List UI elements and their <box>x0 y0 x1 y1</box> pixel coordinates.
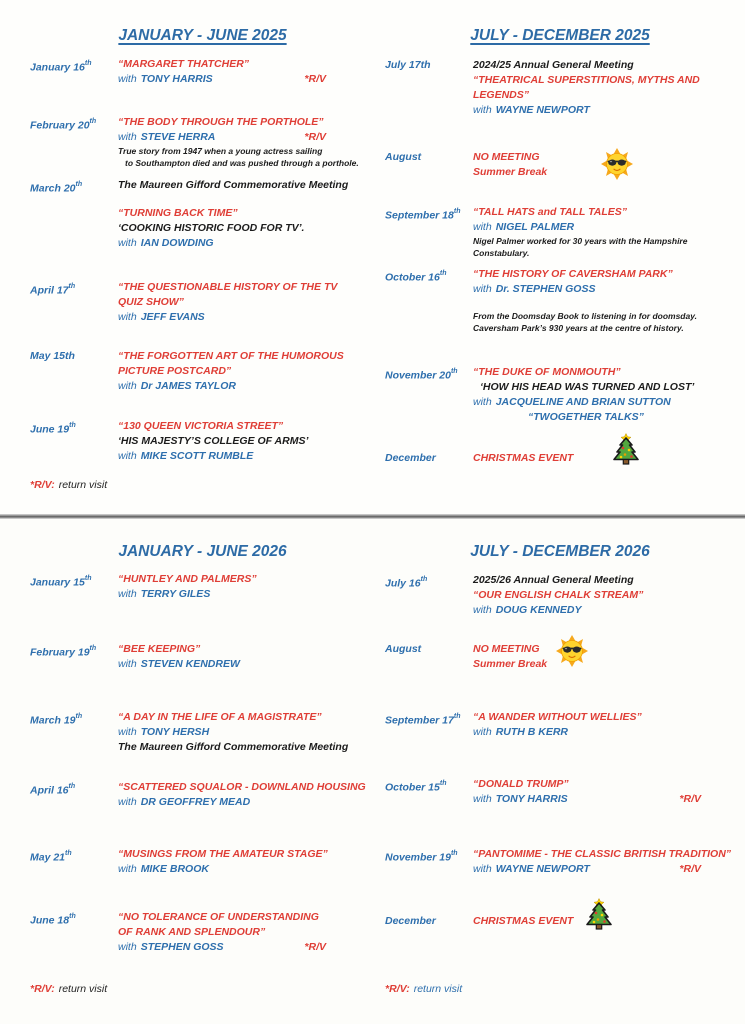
event-line <box>473 573 701 588</box>
event-line <box>473 165 701 180</box>
date-ordinal-suffix: th <box>65 850 72 857</box>
event-row <box>385 365 735 425</box>
with-label: with <box>118 941 137 953</box>
event-row <box>30 780 375 810</box>
event-details <box>118 419 326 464</box>
event-details <box>118 572 326 602</box>
event-date <box>385 642 473 672</box>
event-row <box>385 777 735 807</box>
event-details <box>473 205 701 259</box>
line-text: The Maureen Gifford Commemorative Meeting <box>118 741 349 753</box>
line-text: “THE FORGOTTEN ART OF THE HUMOROUS <box>118 350 344 362</box>
line-text: “A DAY IN THE LIFE OF A MAGISTRATE” <box>118 711 322 723</box>
event-row <box>385 914 735 929</box>
date-ordinal-suffix: th <box>75 713 83 720</box>
with-label: with <box>473 396 492 408</box>
event-details <box>118 280 338 325</box>
event-date <box>385 58 473 118</box>
with-label: with <box>473 604 492 616</box>
line-text: “THE DUKE OF MONMOUTH” <box>473 366 621 378</box>
event-line <box>118 940 326 955</box>
line-text: LEGENDS” <box>473 89 530 101</box>
event-line <box>118 145 326 157</box>
date-ordinal-suffix: th <box>68 783 76 790</box>
line-text: “THE QUESTIONABLE HISTORY OF THE TV <box>118 281 338 293</box>
event-details <box>118 710 349 755</box>
event-line <box>118 925 326 940</box>
column-header: JULY - DECEMBER 2026 <box>470 543 650 560</box>
line-text: From the Doomsday Book to listening in for doomsday. <box>473 311 698 321</box>
line-text: “THE HISTORY OF CAVERSHAM PARK” <box>473 268 673 280</box>
event-date <box>385 914 473 929</box>
event-date-text: September 17 <box>385 714 454 727</box>
line-text: The Maureen Gifford Commemorative Meeting <box>118 179 349 191</box>
line-text: NO MEETING <box>473 643 540 655</box>
line-text: ‘HIS MAJESTY’S COLLEGE OF ARMS’ <box>118 435 309 447</box>
speaker-name: MIKE SCOTT RUMBLE <box>140 450 254 462</box>
with-label: with <box>473 793 492 805</box>
speaker-name: WAYNE NEWPORT <box>495 104 590 116</box>
rv-footnote-label: *R/V: <box>30 983 55 995</box>
event-date <box>385 847 473 877</box>
event-line <box>473 103 701 118</box>
speaker-name: TONY HARRIS <box>140 73 213 85</box>
line-text: ‘HOW HIS HEAD WAS TURNED AND LOST’ <box>480 381 695 393</box>
speaker-name: DR GEOFFREY MEAD <box>140 796 251 808</box>
rv-footnote-text: return visit <box>58 983 108 995</box>
rv-footnote-label: *R/V: <box>385 983 410 995</box>
event-line <box>473 205 701 220</box>
line-text: 2025/26 Annual General Meeting <box>473 574 634 586</box>
event-row <box>385 205 735 259</box>
line-text: “THEATRICAL SUPERSTITIONS, MYTHS AND <box>473 74 700 86</box>
date-ordinal-suffix: th <box>68 283 76 290</box>
event-line <box>473 58 701 73</box>
column-jan-jun-2025 <box>30 0 375 493</box>
line-text: Nigel Palmer worked for 30 years with the Hampshire <box>473 236 688 246</box>
event-date <box>30 280 118 325</box>
event-line <box>473 862 701 877</box>
rv-footnote <box>385 982 735 997</box>
column-header: JANUARY - JUNE 2025 <box>118 27 287 44</box>
line-text: True story from 1947 when a young actress sailing <box>118 146 323 156</box>
line-text: “MARGARET THATCHER” <box>118 58 250 70</box>
schedule-card-2026 <box>0 519 745 1024</box>
speaker-name: MIKE BROOK <box>140 863 209 875</box>
event-date-text: January 16 <box>30 61 85 74</box>
line-text: “A WANDER WITHOUT WELLIES” <box>473 711 642 723</box>
with-label: with <box>473 221 492 233</box>
line-text: Summer Break <box>473 658 548 670</box>
event-line <box>473 792 701 807</box>
date-ordinal-suffix: th <box>439 270 447 277</box>
speaker-name: STEPHEN GOSS <box>140 941 224 953</box>
event-row <box>30 115 375 169</box>
event-row <box>30 178 375 251</box>
with-label: with <box>118 237 137 249</box>
date-ordinal-suffix: th <box>89 118 97 125</box>
event-date <box>30 780 118 810</box>
speaker-name: IAN DOWDING <box>140 237 214 249</box>
event-date-text: July 16 <box>385 577 421 590</box>
event-line <box>473 310 701 322</box>
with-label: with <box>118 380 137 392</box>
event-line <box>473 267 701 282</box>
event-date-text: December <box>385 452 436 464</box>
with-label: with <box>118 588 137 600</box>
line-text: “HUNTLEY AND PALMERS” <box>118 573 257 585</box>
line-text: “130 QUEEN VICTORIA STREET” <box>118 420 284 432</box>
event-line <box>118 910 326 925</box>
line-text: NO MEETING <box>473 151 540 163</box>
event-line <box>473 88 701 103</box>
return-visit-marker: *R/V <box>304 941 326 953</box>
column-jul-dec-2026 <box>385 519 735 997</box>
speaker-name: DOUG KENNEDY <box>495 604 582 616</box>
event-date-text: March 19 <box>30 714 76 727</box>
event-details <box>473 451 701 466</box>
with-label: with <box>118 450 137 462</box>
event-details <box>473 150 701 180</box>
date-ordinal-suffix: th <box>84 60 92 67</box>
line-text: OF RANK AND SPLENDOUR” <box>118 926 266 938</box>
event-date <box>30 710 118 755</box>
event-line <box>473 150 701 165</box>
event-details <box>473 573 701 618</box>
date-ordinal-suffix: th <box>69 913 76 920</box>
date-ordinal-suffix: th <box>439 780 447 787</box>
event-date-text: June 19 <box>30 423 70 436</box>
return-visit-marker: *R/V <box>679 793 701 805</box>
christmas-tree-icon <box>612 433 640 470</box>
event-line <box>473 235 701 247</box>
event-line <box>118 740 349 755</box>
event-line <box>118 280 338 295</box>
speaker-name: WAYNE NEWPORT <box>495 863 590 875</box>
speaker-name: NIGEL PALMER <box>495 221 575 233</box>
event-date-text: February 19 <box>30 646 90 659</box>
event-date <box>385 150 473 180</box>
event-row <box>30 57 375 87</box>
with-label: with <box>118 131 137 143</box>
event-line <box>473 451 701 466</box>
event-date-text: May 21 <box>30 851 66 864</box>
return-visit-marker: *R/V <box>679 863 701 875</box>
speaker-name: Dr JAMES TAYLOR <box>140 380 236 392</box>
event-details <box>473 58 701 118</box>
speaker-name: STEVE HERRA <box>140 131 216 143</box>
line-text: “BEE KEEPING” <box>118 643 201 655</box>
event-row <box>385 451 735 466</box>
event-row <box>385 150 735 180</box>
event-date-text: January 15 <box>30 576 85 589</box>
event-line <box>473 777 701 792</box>
event-details <box>473 847 732 877</box>
event-line <box>473 847 732 862</box>
event-line <box>118 449 326 464</box>
speaker-name: TONY HARRIS <box>495 793 568 805</box>
event-line <box>473 365 701 380</box>
event-line <box>118 364 326 379</box>
line-text: Summer Break <box>473 166 548 178</box>
date-ordinal-suffix: th <box>453 713 461 720</box>
with-label: with <box>473 863 492 875</box>
column-header: JANUARY - JUNE 2026 <box>118 543 287 560</box>
christmas-tree-icon <box>585 898 613 935</box>
rv-footnote <box>30 478 375 493</box>
line-text: “TWOGETHER TALKS” <box>528 411 644 423</box>
date-ordinal-suffix: th <box>89 645 97 652</box>
speaker-name: RUTH B KERR <box>495 726 569 738</box>
event-row <box>385 58 735 118</box>
event-date-text: June 18 <box>30 914 70 927</box>
event-details <box>118 780 366 810</box>
with-label: with <box>118 311 137 323</box>
line-text: “TALL HATS and TALL TALES” <box>473 206 627 218</box>
line-text: 2024/25 Annual General Meeting <box>473 59 634 71</box>
event-line <box>473 247 701 259</box>
date-ordinal-suffix: th <box>84 575 92 582</box>
event-date <box>30 572 118 602</box>
event-details <box>118 349 344 394</box>
with-label: with <box>118 73 137 85</box>
event-date <box>385 451 473 466</box>
event-date-text: November 19 <box>385 851 451 864</box>
event-date-text: July 17th <box>385 59 431 71</box>
speaker-name: JACQUELINE AND BRIAN SUTTON <box>495 396 671 408</box>
line-text: “PANTOMIME - THE CLASSIC BRITISH TRADITION” <box>473 848 732 860</box>
event-details <box>473 777 701 807</box>
column-jul-dec-2025 <box>385 0 735 466</box>
event-line <box>118 157 359 169</box>
event-line <box>118 236 326 251</box>
event-line <box>473 410 701 425</box>
event-date-text: May 15th <box>30 350 75 362</box>
line-text: “NO TOLERANCE OF UNDERSTANDING <box>118 911 319 923</box>
event-line <box>118 725 326 740</box>
event-line <box>473 282 701 297</box>
event-line <box>473 395 701 410</box>
event-line <box>118 72 326 87</box>
with-label: with <box>118 796 137 808</box>
speaker-name: JEFF EVANS <box>140 311 205 323</box>
event-row <box>30 280 375 325</box>
event-row <box>30 642 375 672</box>
event-row <box>385 573 735 618</box>
event-line <box>118 434 326 449</box>
line-text: ‘COOKING HISTORIC FOOD FOR TV’. <box>118 222 305 234</box>
speaker-name: TERRY GILES <box>140 588 211 600</box>
event-date-text: September 18 <box>385 209 454 222</box>
event-date-text: February 20 <box>30 119 90 132</box>
event-line <box>118 349 344 364</box>
event-row <box>385 847 735 877</box>
speaker-name: STEVEN KENDREW <box>140 658 240 670</box>
event-details <box>118 57 326 87</box>
column-header: JULY - DECEMBER 2025 <box>470 27 650 44</box>
event-date-text: August <box>385 151 422 163</box>
event-line <box>473 603 701 618</box>
event-date <box>385 365 473 425</box>
line-text: “OUR ENGLISH CHALK STREAM” <box>473 589 644 601</box>
return-visit-marker: *R/V <box>304 131 326 143</box>
event-line <box>118 862 326 877</box>
line-text: CHRISTMAS EVENT <box>473 452 574 464</box>
event-line <box>118 57 326 72</box>
event-date-text: November 20 <box>385 369 451 382</box>
event-line <box>118 178 349 193</box>
event-line <box>473 297 701 310</box>
event-date <box>30 57 118 87</box>
line-text: “MUSINGS FROM THE AMATEUR STAGE” <box>118 848 328 860</box>
event-line <box>118 657 326 672</box>
event-line <box>118 193 326 206</box>
line-text: QUIZ SHOW” <box>118 296 184 308</box>
event-line <box>473 380 701 395</box>
with-label: with <box>473 283 492 295</box>
date-ordinal-suffix: th <box>450 850 458 857</box>
event-line <box>118 587 326 602</box>
event-date-text: October 16 <box>385 271 440 284</box>
rv-footnote <box>30 982 375 997</box>
event-date <box>385 205 473 259</box>
return-visit-marker: *R/V <box>304 73 326 85</box>
event-line <box>473 322 701 334</box>
date-ordinal-suffix: th <box>453 208 461 215</box>
event-row <box>30 910 375 955</box>
line-text: Constabulary. <box>473 248 530 258</box>
with-label: with <box>473 726 492 738</box>
event-details <box>118 178 349 251</box>
event-date <box>30 642 118 672</box>
event-date-text: December <box>385 915 436 927</box>
with-label: with <box>118 658 137 670</box>
sun-icon <box>598 147 636 186</box>
event-row <box>30 710 375 755</box>
event-date-text: October 15 <box>385 781 440 794</box>
event-date <box>30 910 118 955</box>
event-line <box>118 847 326 862</box>
event-details <box>118 910 326 955</box>
event-date <box>385 267 473 334</box>
with-label: with <box>473 104 492 116</box>
sun-icon <box>553 634 591 673</box>
event-date-text: April 17 <box>30 284 69 297</box>
event-date-text: March 20 <box>30 182 76 195</box>
event-line <box>473 710 701 725</box>
line-text: to Southampton died and was pushed through a porthole. <box>125 158 359 168</box>
event-line <box>473 725 701 740</box>
event-date <box>30 178 118 251</box>
event-date <box>385 573 473 618</box>
event-date-text: April 16 <box>30 784 69 797</box>
event-date <box>385 777 473 807</box>
event-details <box>118 847 326 877</box>
event-line <box>473 73 701 88</box>
event-line <box>118 795 326 810</box>
event-details <box>473 267 701 334</box>
speaker-name: TONY HERSH <box>140 726 210 738</box>
line-text: Caversham Park’s 930 years at the centre of history. <box>473 323 684 333</box>
event-date <box>30 349 118 394</box>
event-details <box>118 642 326 672</box>
with-label: with <box>118 726 137 738</box>
event-line <box>118 780 366 795</box>
event-row <box>30 349 375 394</box>
speaker-name: Dr. STEPHEN GOSS <box>495 283 596 295</box>
line-text: “TURNING BACK TIME” <box>118 207 238 219</box>
event-line <box>118 419 326 434</box>
event-line <box>473 588 701 603</box>
event-line <box>118 295 326 310</box>
line-text: “DONALD TRUMP” <box>473 778 569 790</box>
event-line <box>118 572 326 587</box>
with-label: with <box>118 863 137 875</box>
event-line <box>118 115 326 130</box>
date-ordinal-suffix: th <box>450 368 458 375</box>
event-row <box>385 710 735 740</box>
event-row <box>30 847 375 877</box>
event-date <box>385 710 473 740</box>
event-date-text: August <box>385 643 422 655</box>
event-row <box>385 642 735 672</box>
event-line <box>118 710 326 725</box>
date-ordinal-suffix: th <box>75 181 83 188</box>
event-row <box>30 572 375 602</box>
rv-footnote-text: return visit <box>413 983 463 995</box>
line-text: “THE BODY THROUGH THE PORTHOLE” <box>118 116 324 128</box>
event-line <box>118 310 326 325</box>
event-line <box>118 206 326 221</box>
line-text: CHRISTMAS EVENT <box>473 915 574 927</box>
event-row <box>30 419 375 464</box>
event-details <box>473 365 701 425</box>
event-details <box>118 115 359 169</box>
column-jan-jun-2026 <box>30 519 375 997</box>
event-line <box>118 221 326 236</box>
event-date <box>30 115 118 169</box>
event-row <box>385 267 735 334</box>
date-ordinal-suffix: th <box>420 576 428 583</box>
line-text: “SCATTERED SQUALOR - DOWNLAND HOUSING <box>118 781 366 793</box>
date-ordinal-suffix: th <box>69 422 76 429</box>
event-date <box>30 847 118 877</box>
line-text: PICTURE POSTCARD” <box>118 365 232 377</box>
rv-footnote-label: *R/V: <box>30 479 55 491</box>
event-line <box>473 220 701 235</box>
event-line <box>118 642 326 657</box>
event-line <box>118 379 326 394</box>
event-line <box>118 130 326 145</box>
event-date <box>30 419 118 464</box>
event-details <box>473 710 701 740</box>
rv-footnote-text: return visit <box>58 479 108 491</box>
